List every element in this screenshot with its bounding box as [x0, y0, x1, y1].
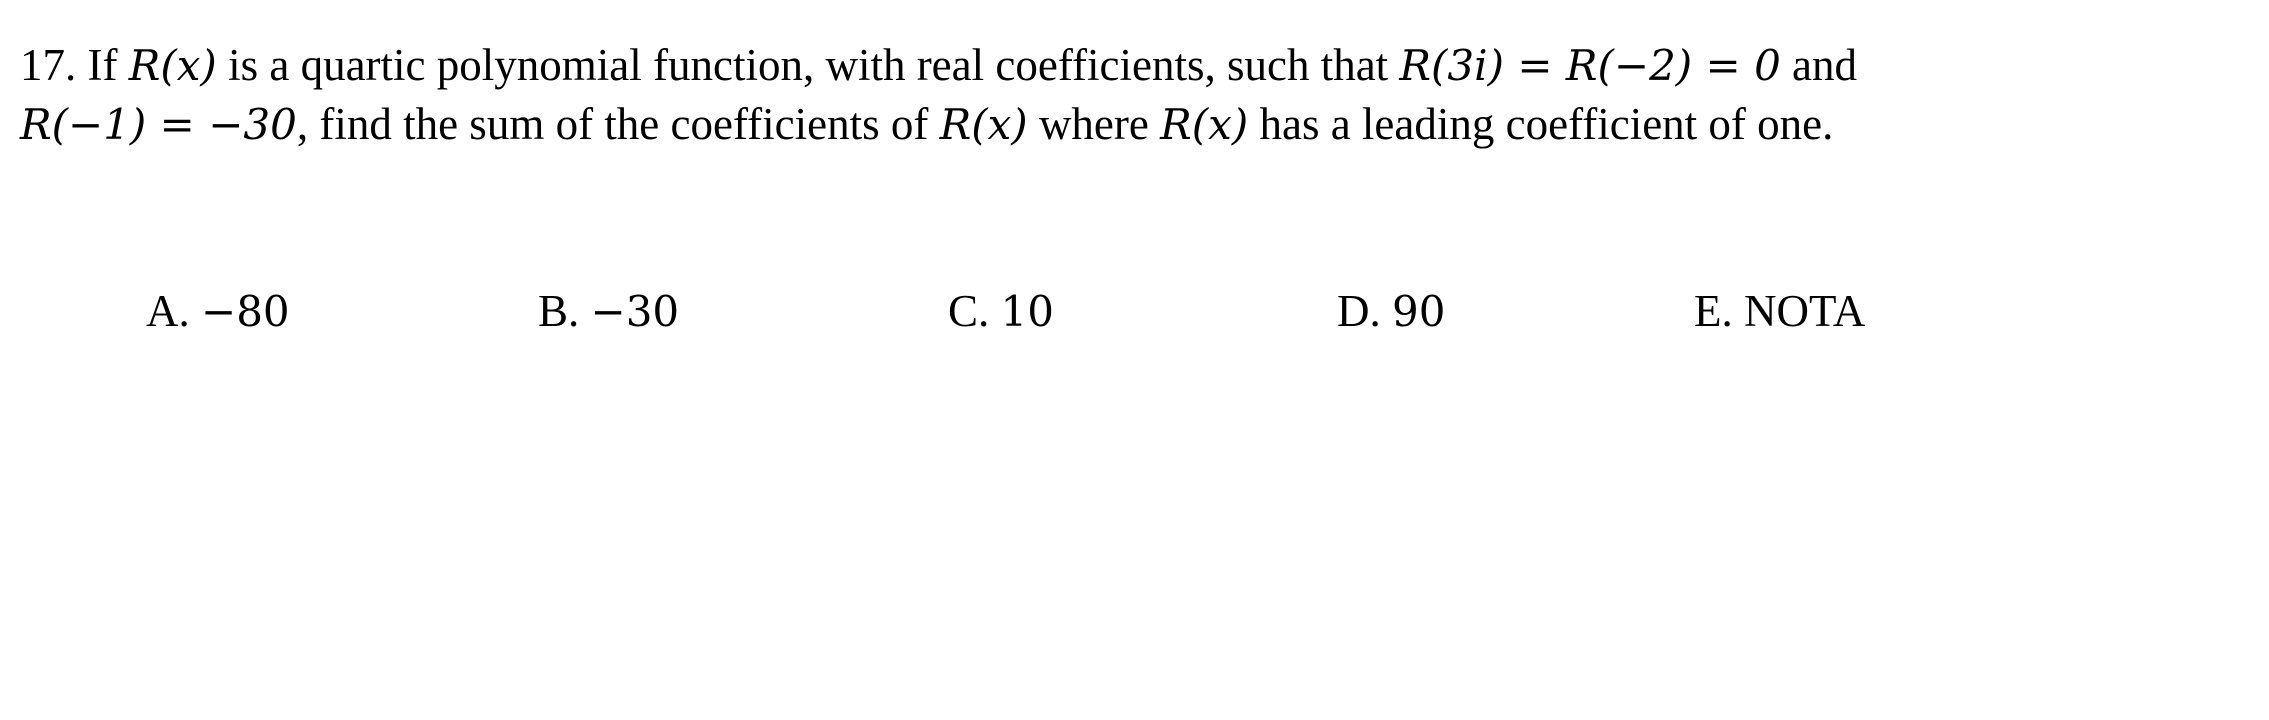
- choice-value: −30: [590, 287, 680, 336]
- choice-value: NOTA: [1744, 286, 1866, 336]
- choice-letter: A.: [146, 286, 190, 336]
- question-line-1: [20, 36, 2240, 95]
- answer-choice-c[interactable]: [948, 282, 1054, 341]
- math-expression: R(x): [128, 41, 217, 90]
- question-text-segment: has a leading coefficient of one.: [1259, 99, 1834, 149]
- choice-letter: C.: [948, 286, 990, 336]
- math-expression: R(−1) = −30: [20, 100, 297, 149]
- answer-choice-e[interactable]: [1694, 282, 1865, 341]
- answer-choice-d[interactable]: [1337, 282, 1445, 341]
- question-text-segment: where: [1038, 99, 1149, 149]
- math-expression: R(x): [1160, 100, 1249, 149]
- question-line-2: [20, 95, 2240, 154]
- choice-letter: B.: [538, 286, 580, 336]
- math-expression: R(3i) = R(−2) = 0: [1399, 41, 1781, 90]
- answer-choice-b[interactable]: [538, 282, 679, 341]
- question-text-segment: and: [1792, 40, 1858, 90]
- math-expression: R(x): [939, 100, 1028, 149]
- choice-letter: D.: [1337, 286, 1381, 336]
- choice-value: −80: [201, 287, 290, 336]
- question-number: 17.: [20, 40, 77, 90]
- question-text-segment: If: [87, 40, 118, 90]
- question-text-segment: is a quartic polynomial function, with real coefficients, such that: [228, 40, 1389, 90]
- choice-letter: E.: [1694, 286, 1733, 336]
- choice-value: 10: [1000, 287, 1054, 336]
- question-text-segment: , find the sum of the coefficients of: [296, 99, 929, 149]
- answer-choice-a[interactable]: [146, 282, 290, 341]
- choice-value: 90: [1392, 287, 1446, 336]
- question-text: [20, 36, 2240, 154]
